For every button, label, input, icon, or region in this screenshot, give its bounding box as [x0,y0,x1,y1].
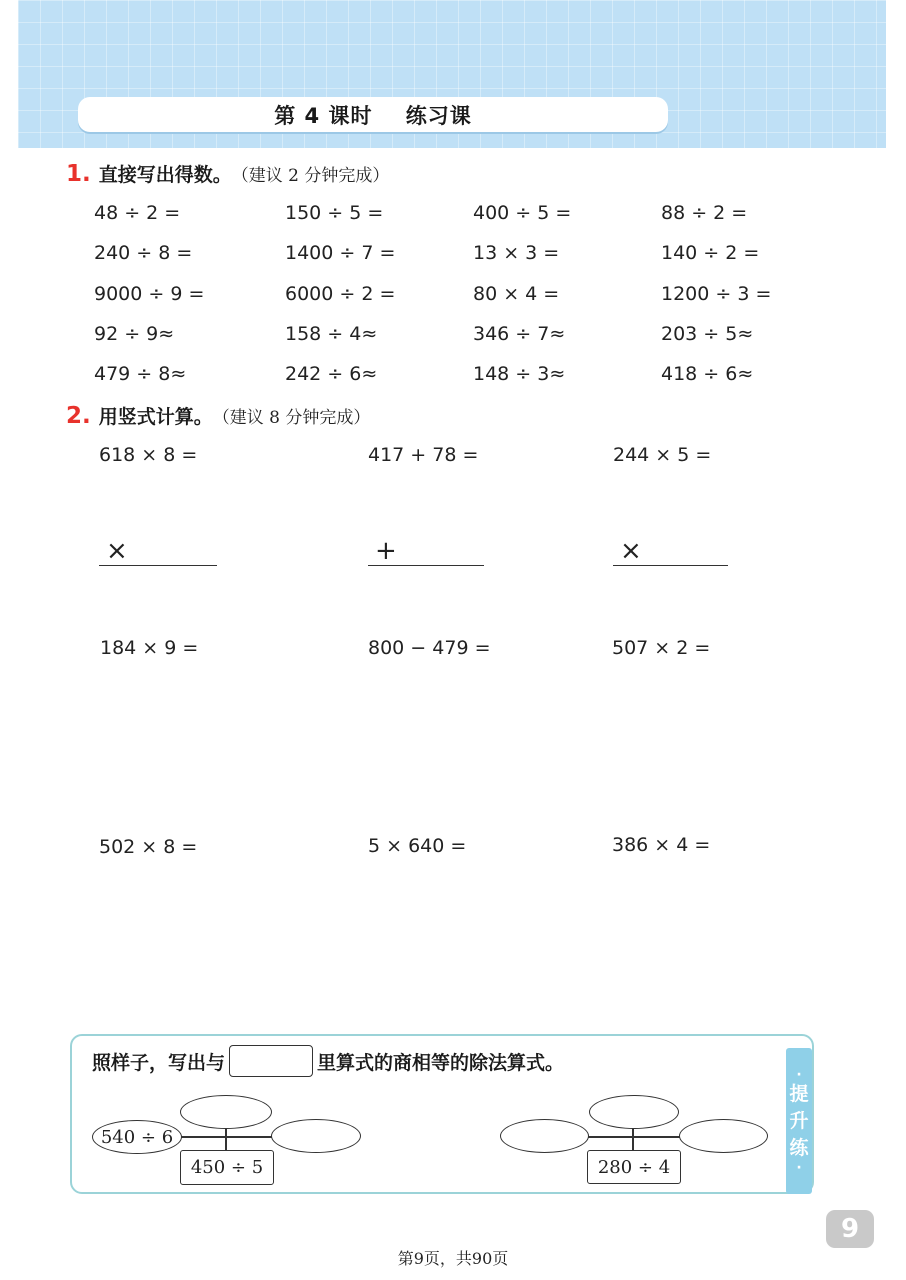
diagram2-center-box: 280 ÷ 4 [587,1150,681,1184]
diagram2-oval-left-blank[interactable] [500,1119,589,1153]
vertical-problem: 386 × 4 = [612,834,711,856]
diagram1-connector [180,1136,272,1138]
mental-problem: 418 ÷ 6≈ [661,363,754,385]
multiply-sign: × [106,536,128,566]
vertical-problem: 507 × 2 = [612,637,711,659]
section2-heading [66,402,370,429]
mental-problem: 150 ÷ 5 = [285,202,384,224]
section2-instruction: 用竖式计算。 [98,406,213,428]
tab-char: 提 [789,1082,809,1105]
mental-problem: 48 ÷ 2 = [94,202,181,224]
vertical-problem: 417 + 78 = [368,444,479,466]
diagram2-connector [632,1126,634,1150]
sample-box-symbol [229,1045,313,1077]
diagram2-oval-right-blank[interactable] [679,1119,768,1153]
vertical-problem: 184 × 9 = [100,637,199,659]
diagram1-oval-example: 540 ÷ 6 [92,1120,182,1154]
multiply-sign: × [620,536,642,566]
diagram1-oval-top-blank[interactable] [180,1095,272,1129]
mental-problem: 13 × 3 = [473,242,560,264]
section1-instruction: 直接写出得数。 [98,164,232,186]
enhance-instruction-part2: 里算式的商相等的除法算式。 [317,1051,565,1074]
mental-problem: 140 ÷ 2 = [661,242,760,264]
tab-char: 升 [789,1109,809,1132]
mental-problem: 148 ÷ 3≈ [473,363,566,385]
vertical-problem: 618 × 8 = [99,444,198,466]
section1-number: 1. [66,161,91,187]
vertical-problem: 244 × 5 = [613,444,712,466]
vertical-problem: 502 × 8 = [99,836,198,858]
answer-line [613,565,728,566]
lesson-title-bar [78,97,668,132]
diagram1-oval-right-blank[interactable] [271,1119,361,1153]
page-footer: 第9页，共90页 [397,1249,509,1268]
mental-problem: 240 ÷ 8 = [94,242,193,264]
mental-problem: 1400 ÷ 7 = [285,242,396,264]
enhance-instruction-part1: 照样子，写出与 [92,1051,226,1074]
mental-problem: 479 ÷ 8≈ [94,363,187,385]
enhance-instruction [92,1045,564,1077]
enhance-side-tab [786,1048,812,1194]
diagram2-connector [586,1136,680,1138]
section1-note: （建议 2 分钟完成） [231,166,390,186]
diagram2-oval-top-blank[interactable] [589,1095,679,1129]
lesson-title: 第 4 课时 练习课 [274,103,472,128]
mental-problem: 400 ÷ 5 = [473,202,572,224]
mental-problem: 92 ÷ 9≈ [94,323,175,345]
mental-problem: 203 ÷ 5≈ [661,323,754,345]
page-number-badge: 9 [826,1210,874,1248]
answer-line [99,565,217,566]
section2-number: 2. [66,403,91,429]
diagram1-connector [225,1126,227,1150]
tab-dot: · [796,1159,802,1176]
vertical-problem: 800 − 479 = [368,637,491,659]
mental-problem: 1200 ÷ 3 = [661,283,772,305]
plus-sign: + [375,536,397,566]
answer-line [368,565,484,566]
mental-problem: 242 ÷ 6≈ [285,363,378,385]
mental-problem: 80 × 4 = [473,283,560,305]
tab-dot: · [796,1066,802,1083]
mental-problem: 9000 ÷ 9 = [94,283,205,305]
diagram1-center-box: 450 ÷ 5 [180,1150,274,1185]
section2-note: （建议 8 分钟完成） [212,408,371,428]
mental-problem: 88 ÷ 2 = [661,202,748,224]
section1-heading [66,160,389,187]
mental-problem: 6000 ÷ 2 = [285,283,396,305]
tab-char: 练 [789,1136,809,1159]
mental-problem: 346 ÷ 7≈ [473,323,566,345]
mental-problem: 158 ÷ 4≈ [285,323,378,345]
vertical-problem: 5 × 640 = [368,835,467,857]
